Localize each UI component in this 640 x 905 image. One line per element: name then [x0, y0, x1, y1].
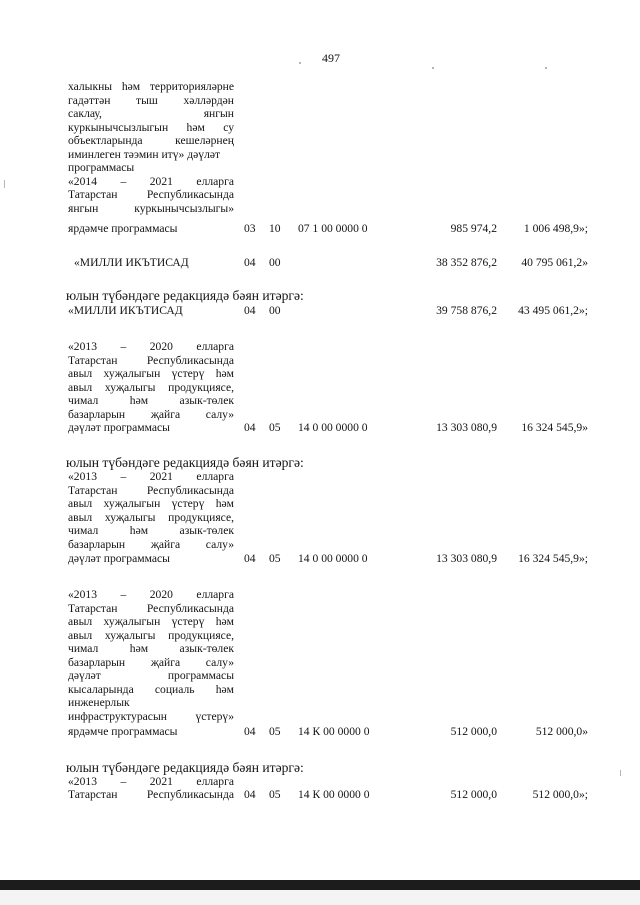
text-line: «2013 – 2021 елларга [68, 470, 234, 483]
target-article-code: 14 0 00 0000 0 [298, 552, 368, 565]
amount-year-2: 40 795 061,2» [521, 256, 588, 269]
amount-year-1: 13 303 080,9 [436, 552, 497, 565]
program-text-block-3 [68, 470, 234, 551]
amount-year-1: 38 352 876,2 [436, 256, 497, 269]
section-code: 04 [244, 304, 256, 317]
subsection-code: 05 [269, 552, 281, 565]
section-code: 04 [244, 788, 256, 801]
text-line: Татарстан Республикасында [68, 601, 234, 615]
text-line: иминлеген тәэмин итү» дәүләт [68, 147, 221, 161]
text-line: халыкны һәм территорияләрне [68, 80, 234, 93]
scan-speck [432, 67, 434, 69]
text-line: авыл хуҗалыгы продукциясе, [68, 510, 234, 524]
scan-speck [620, 770, 621, 776]
amount-year-1: 39 758 876,2 [436, 304, 497, 317]
text-line: Татарстан Республикасында [68, 353, 234, 367]
text-line: «2013 – 2020 елларга [68, 340, 234, 353]
row-label: ярдәмче программасы [68, 222, 178, 235]
budget-row-3 [0, 552, 640, 566]
amount-year-1: 512 000,0 [450, 725, 497, 738]
program-text-block-4 [68, 588, 234, 723]
target-article-code: 14 К 00 0000 0 [298, 725, 370, 738]
row-label: дәүләт программасы [68, 421, 170, 434]
text-line: авыл хуҗалыгын үстерү һәм [68, 497, 234, 510]
section-code: 04 [244, 421, 256, 434]
amount-year-1: 512 000,0 [450, 788, 497, 801]
subsection-code: 00 [269, 304, 281, 317]
amount-year-1: 985 974,2 [450, 222, 497, 235]
target-article-code: 14 0 00 0000 0 [298, 421, 368, 434]
text-line: «2013 – 2021 елларга [68, 775, 234, 788]
subsection-code: 05 [269, 788, 281, 801]
section-code: 04 [244, 725, 256, 738]
amount-year-2: 16 324 545,9» [521, 421, 588, 434]
text-line: Татарстан Республикасында [68, 188, 234, 201]
amount-year-2: 16 324 545,9»; [518, 552, 588, 565]
section-code: 04 [244, 552, 256, 565]
subsection-code: 05 [269, 421, 281, 434]
text-line: базарларын җайга салу» [68, 537, 234, 551]
redaction-heading-2: юлын түбәндәге редакциядә бәян итәргә: [66, 455, 304, 470]
text-line: янгын куркынычсызлыгы» [68, 201, 234, 215]
text-line: чимал һәм азык-төлек [68, 524, 234, 537]
amount-year-2: 43 495 061,2»; [518, 304, 588, 317]
program-text-block-5 [68, 775, 234, 789]
amount-year-2: 1 006 498,9»; [523, 222, 588, 235]
scan-bottom-margin [0, 890, 640, 905]
redaction-heading-3: юлын түбәндәге редакциядә бәян итәргә: [66, 760, 304, 775]
subsection-code: 10 [269, 222, 281, 235]
text-line: куркынычсызлыгын һәм су [68, 120, 234, 134]
page-number: 497 [322, 51, 340, 65]
scan-speck [545, 67, 547, 69]
text-line: базарларын җайга салу» [68, 407, 234, 421]
text-line: Татарстан Республикасында [68, 483, 234, 497]
program-text-block-2 [68, 340, 234, 421]
scan-bottom-border [0, 880, 640, 890]
amount-year-2: 512 000,0»; [532, 788, 588, 801]
budget-row-1 [0, 222, 640, 236]
row-label: «МИЛЛИ ИКЪТИСАД [74, 256, 189, 269]
text-line: объектларында кешеләрнең [68, 134, 234, 147]
text-line: чимал һәм азык-төлек [68, 394, 234, 407]
text-line: дәүләт программасы [68, 669, 234, 682]
scan-speck [299, 62, 301, 64]
text-line: гадәттән тыш хәлләрдән [68, 93, 234, 107]
text-line: кысаларында социаль һәм [68, 682, 234, 696]
text-line: авыл хуҗалыгын үстерү һәм [68, 367, 234, 380]
budget-row-2 [0, 421, 640, 435]
target-article-code: 07 1 00 0000 0 [298, 222, 368, 235]
budget-row-5 [0, 788, 640, 802]
budget-row-national-economy-new [0, 304, 640, 318]
subsection-code: 05 [269, 725, 281, 738]
text-line: авыл хуҗалыгы продукциясе, [68, 628, 234, 642]
text-line: чимал һәм азык-төлек [68, 642, 234, 655]
text-line: авыл хуҗалыгы продукциясе, [68, 380, 234, 394]
budget-row-national-economy-old [0, 256, 640, 270]
text-line: «2013 – 2020 елларга [68, 588, 234, 601]
amount-year-1: 13 303 080,9 [436, 421, 497, 434]
section-code: 04 [244, 256, 256, 269]
amount-year-2: 512 000,0» [535, 725, 588, 738]
scan-speck [4, 180, 5, 188]
text-line: авыл хуҗалыгын үстерү һәм [68, 615, 234, 628]
budget-row-4 [0, 725, 640, 739]
subsection-code: 00 [269, 256, 281, 269]
row-label: дәүләт программасы [68, 552, 170, 565]
row-label: «МИЛЛИ ИКЪТИСАД [68, 304, 183, 317]
section-code: 03 [244, 222, 256, 235]
text-line: базарларын җайга салу» [68, 655, 234, 669]
text-line: инженерлык [68, 696, 130, 709]
row-label: Татарстан Республикасында [68, 788, 234, 801]
text-line: «2014 – 2021 елларга [68, 174, 234, 188]
text-line: программасы [68, 161, 135, 174]
row-label: ярдәмче программасы [68, 725, 178, 738]
text-line: инфраструктурасын үстерү» [68, 709, 234, 723]
text-line: саклау, янгын [68, 107, 234, 120]
program-text-block-1 [68, 80, 234, 215]
redaction-heading-1: юлын түбәндәге редакциядә бәян итәргә: [66, 288, 304, 303]
target-article-code: 14 К 00 0000 0 [298, 788, 370, 801]
